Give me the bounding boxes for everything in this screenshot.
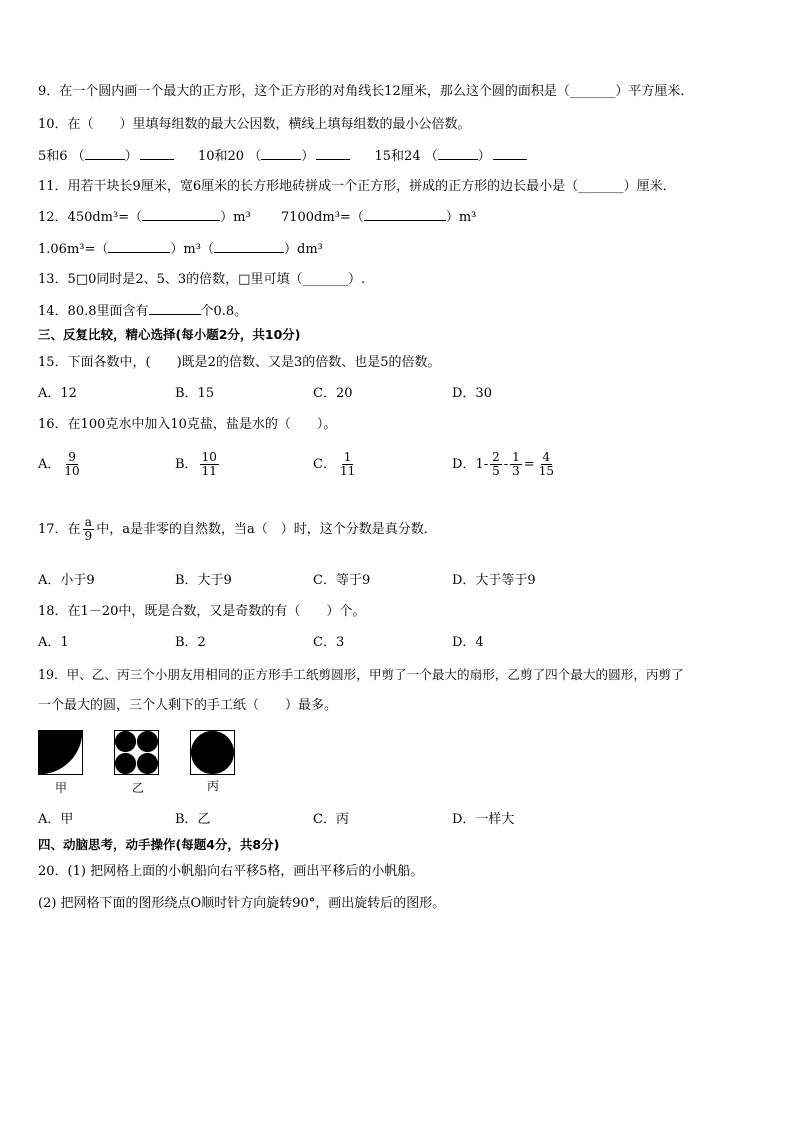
q16-option-a: A． $\frac{9}{10}$ <box>38 450 80 478</box>
pair-1: 5和6 <box>38 149 68 164</box>
question-9: 9．在一个圆内画一个最大的正方形，这个正方形的对角线长12厘米，那么这个圆的面积是（_______）平方厘米． <box>38 84 694 99</box>
q19-option-c: C．丙 <box>313 812 349 827</box>
q15-option-c: C．20 <box>313 386 353 401</box>
q16-option-c: C． $\frac{1}{11}$ <box>313 450 356 478</box>
question-15: 15．下面各数中，( )既是2的倍数、又是3的倍数、也是5的倍数。 <box>38 355 441 370</box>
question-17: 17．在 $\frac{a}{9}$ 中，a是非零的自然数，当a（ ）时，这个分数是真分数． <box>38 515 437 543</box>
q19-option-a: A．甲 <box>38 812 74 827</box>
figure-label-bing: 丙 <box>207 779 220 793</box>
section-4-heading: 四、动脑思考，动手操作(每题4分，共8分) <box>38 837 280 852</box>
question-12-row1: 12．450dm³=（ ）m³ 7100dm³=（ ）m³ <box>38 210 477 225</box>
q15-option-a: A．12 <box>38 386 77 401</box>
q17-option-c: C．等于9 <box>313 573 371 588</box>
question-20-part2: (2) 把网格下面的图形绕点O顺时针方向旋转90°，画出旋转后的图形。 <box>38 896 446 911</box>
question-18: 18．在1－20中，既是合数，又是奇数的有（ ）个。 <box>38 604 366 619</box>
q16-option-b: B． $\frac{10}{11}$ <box>175 450 217 478</box>
q19-option-b: B．乙 <box>175 812 211 827</box>
q18-option-d: D．4 <box>452 635 484 650</box>
q19-option-d: D．一样大 <box>452 812 515 827</box>
q15-option-b: B．15 <box>175 386 215 401</box>
q18-option-a: A．1 <box>38 635 69 650</box>
q15-option-d: D．30 <box>452 386 492 401</box>
q17-option-d: D．大于等于9 <box>452 573 536 588</box>
pair-2: 10和20 <box>197 149 245 164</box>
pair-3: 15和24 <box>374 149 421 164</box>
figure-label-jia: 甲 <box>55 781 68 795</box>
figure-label-yi: 乙 <box>132 781 145 795</box>
question-16: 16．在100克水中加入10克盐，盐是水的（ ）。 <box>38 417 337 432</box>
q16-option-d: D．1- $\frac{2}{5}$ - $\frac{1}{3}$ = $\frac{4}{15}$ <box>452 450 554 478</box>
question-12-row2: 1.06m³=（ ）m³（ ）dm³ <box>38 242 323 257</box>
figure-jia-quarter-circle <box>38 730 84 776</box>
q18-option-b: B．2 <box>175 635 206 650</box>
question-19-line2: 一个最大的圆，三个人剩下的手工纸（ ）最多。 <box>38 698 338 713</box>
question-10: 10．在（ ）里填每组数的最大公因数，横线上填每组数的最小公倍数。 <box>38 117 471 132</box>
question-14: 14．80.8里面含有 个0.8。 <box>38 304 248 319</box>
question-11: 11．用若干块长9厘米，宽6厘米的长方形地砖拼成一个正方形，拼成的正方形的边长最小是（_______）厘米． <box>38 179 676 194</box>
q17-option-a: A．小于9 <box>38 573 95 588</box>
q18-option-c: C．3 <box>313 635 345 650</box>
question-20-part1: 20．(1) 把网格上面的小帆船向右平移5格，画出平移后的小帆船。 <box>38 864 424 879</box>
figure-bing-circle <box>190 730 236 776</box>
question-10-pairs: 5和6 （ ） 10和20 （ ） 15和24 （ ） <box>38 147 527 166</box>
figure-yi-four-circles <box>114 730 160 776</box>
question-13: 13．5□0同时是2、5、3的倍数，□里可填（_______）. <box>38 272 366 287</box>
q17-option-b: B．大于9 <box>175 573 232 588</box>
section-3-heading: 三、反复比较，精心选择(每小题2分，共10分) <box>38 327 301 342</box>
question-19-line1: 19．甲、乙、丙三个小朋友用相同的正方形手工纸剪圆形，甲剪了一个最大的扇形，乙剪了四个最大的圆形，丙剪了 <box>38 667 684 682</box>
